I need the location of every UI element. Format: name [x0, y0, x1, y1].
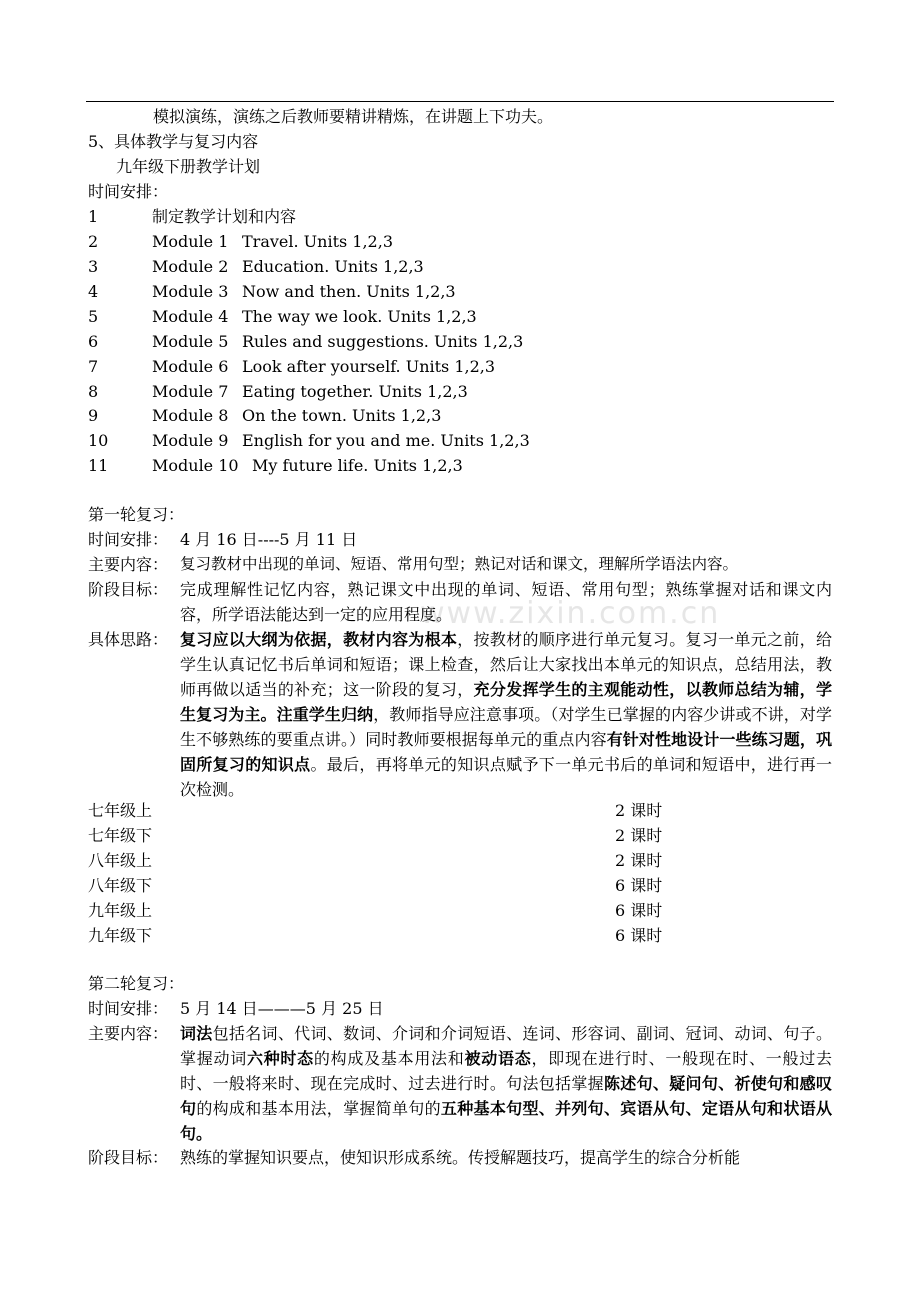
header-rule — [86, 101, 834, 102]
row-module: Module 4 — [152, 307, 229, 326]
row-title: English for you and me. Units 1,2,3 — [242, 431, 530, 450]
round2-time-value: 5 月 14 日———5 月 25 日 — [180, 999, 384, 1018]
round1-time-label: 时间安排： — [88, 530, 169, 549]
schedule-label: 时间安排： — [88, 182, 169, 201]
row-title: Rules and suggestions. Units 1,2,3 — [242, 332, 524, 351]
round2-content-text — [180, 1021, 832, 1146]
row-module: Module 8 — [152, 406, 229, 425]
round1-goal-label: 阶段目标： — [88, 580, 169, 599]
body-text: ，即现在进行时、一般现在时、一般过去时、一般将来时、现在完成时、过去进行时。句法包括掌握 — [180, 1049, 832, 1093]
intro-line: 模拟演练，演练之后教师要精讲精炼，在讲题上下功夫。 — [153, 107, 554, 126]
row-title: My future life. Units 1,2,3 — [252, 456, 463, 475]
round2-goal-text: 熟练的掌握知识要点，使知识形成系统。传授解题技巧，提高学生的综合分析能 — [180, 1148, 741, 1167]
row-number: 11 — [88, 456, 109, 475]
grade-label: 七年级下 — [88, 826, 153, 845]
round1-content-text: 复习教材中出现的单词、短语、常用句型；熟记对话和课文，理解所学语法内容。 — [180, 555, 739, 573]
round1-approach-text — [180, 627, 832, 802]
row-module: Module 7 — [152, 382, 229, 401]
row-module: Module 10 — [152, 456, 239, 475]
hours-value: 2 课时 — [615, 851, 663, 870]
grade-label: 九年级上 — [88, 901, 153, 920]
row-module: Module 3 — [152, 282, 229, 301]
row-number: 10 — [88, 431, 109, 450]
round1-content-label: 主要内容： — [88, 555, 169, 574]
hours-value: 6 课时 — [615, 926, 663, 945]
row-module: Module 2 — [152, 257, 229, 276]
body-text: 的构成及基本用法和 — [313, 1049, 465, 1068]
body-text: 的构成和基本用法，掌握简单句的 — [196, 1099, 441, 1118]
row-module: 制定教学计划和内容 — [152, 207, 297, 226]
row-number: 9 — [88, 406, 99, 425]
row-module: Module 5 — [152, 332, 229, 351]
hours-value: 2 课时 — [615, 826, 663, 845]
emphasis-text: 陈述句、疑问句、祈使句和感叹句 — [180, 1074, 832, 1118]
row-title: Look after yourself. Units 1,2,3 — [242, 357, 496, 376]
round2-time-label: 时间安排： — [88, 999, 169, 1018]
row-number: 4 — [88, 282, 99, 301]
emphasis-text: 五种基本句型、并列句、宾语从句、定语从句和状语从句。 — [180, 1099, 832, 1143]
round1-time-value: 4 月 16 日----5 月 11 日 — [180, 530, 358, 549]
round2-heading: 第二轮复习： — [88, 974, 185, 993]
row-number: 6 — [88, 332, 99, 351]
hours-row — [88, 798, 688, 823]
grade-label: 八年级下 — [88, 876, 153, 895]
grade-label: 九年级下 — [88, 926, 153, 945]
row-number: 8 — [88, 382, 99, 401]
emphasis-text: 词法 — [180, 1024, 213, 1043]
row-title: Travel. Units 1,2,3 — [242, 232, 393, 251]
hours-row — [88, 848, 688, 873]
row-number: 3 — [88, 257, 99, 276]
grade-label: 七年级上 — [88, 801, 153, 820]
hours-row — [88, 923, 688, 948]
body-text: 。最后，再将单元的知识点赋予下一单元书后的单词和短语中，进行再一次检测。 — [180, 755, 832, 799]
row-number: 2 — [88, 232, 99, 251]
row-module: Module 1 — [152, 232, 229, 251]
row-title: On the town. Units 1,2,3 — [242, 406, 442, 425]
row-number: 5 — [88, 307, 99, 326]
plan-subheading: 九年级下册教学计划 — [116, 157, 261, 176]
section-heading: 5、具体教学与复习内容 — [88, 132, 259, 151]
hours-row — [88, 823, 688, 848]
body-text: ，按教材的顺序进行单元复习。复习一单元之前，给学生认真记忆书后单词和短语；课上检查，然后让大家找出本单元的知识点，总结用法，教师再做以适当的补充；这一阶段的复习， — [180, 630, 832, 699]
row-title: Now and then. Units 1,2,3 — [242, 282, 456, 301]
row-module: Module 9 — [152, 431, 229, 450]
emphasis-text: 充分发挥学生的主观能动性，以教师总结为辅，学生复习为主。注重学生归纳 — [180, 680, 832, 724]
round1-approach-label: 具体思路： — [88, 630, 169, 649]
hours-value: 6 课时 — [615, 901, 663, 920]
body-text: 包括名词、代词、数词、介词和介词短语、连词、形容词、副词、冠词、动词、句子。掌握动词 — [180, 1024, 832, 1068]
row-module: Module 6 — [152, 357, 229, 376]
row-title: Eating together. Units 1,2,3 — [242, 382, 468, 401]
grade-label: 八年级上 — [88, 851, 153, 870]
hours-row — [88, 873, 688, 898]
row-title: The way we look. Units 1,2,3 — [242, 307, 477, 326]
hours-value: 6 课时 — [615, 876, 663, 895]
row-title: Education. Units 1,2,3 — [242, 257, 424, 276]
emphasis-text: 被动语态 — [464, 1049, 532, 1068]
hours-row — [88, 898, 688, 923]
watermark-text: www.zixin.com.cn — [420, 596, 721, 631]
body-text: ，教师指导应注意事项。（对学生已掌握的内容少讲或不讲，对学生不够熟练的要重点讲。）同时教师要根据每单元的重点内容 — [180, 705, 832, 749]
round2-goal-label: 阶段目标： — [88, 1148, 169, 1167]
round2-content-label: 主要内容： — [88, 1024, 169, 1043]
round1-goal-text: 完成理解性记忆内容，熟记课文中出现的单词、短语、常用句型；熟练掌握对话和课文内容，所学语法能达到一定的应用程度。 — [180, 580, 832, 624]
row-number: 7 — [88, 357, 99, 376]
emphasis-text: 有针对性地设计一些练习题，巩固所复习的知识点 — [180, 730, 832, 774]
emphasis-text: 六种时态 — [246, 1049, 314, 1068]
round1-heading: 第一轮复习： — [88, 505, 185, 524]
emphasis-text: 复习应以大纲为依据，教材内容为根本 — [180, 630, 458, 649]
hours-value: 2 课时 — [615, 801, 663, 820]
row-number: 1 — [88, 207, 99, 226]
